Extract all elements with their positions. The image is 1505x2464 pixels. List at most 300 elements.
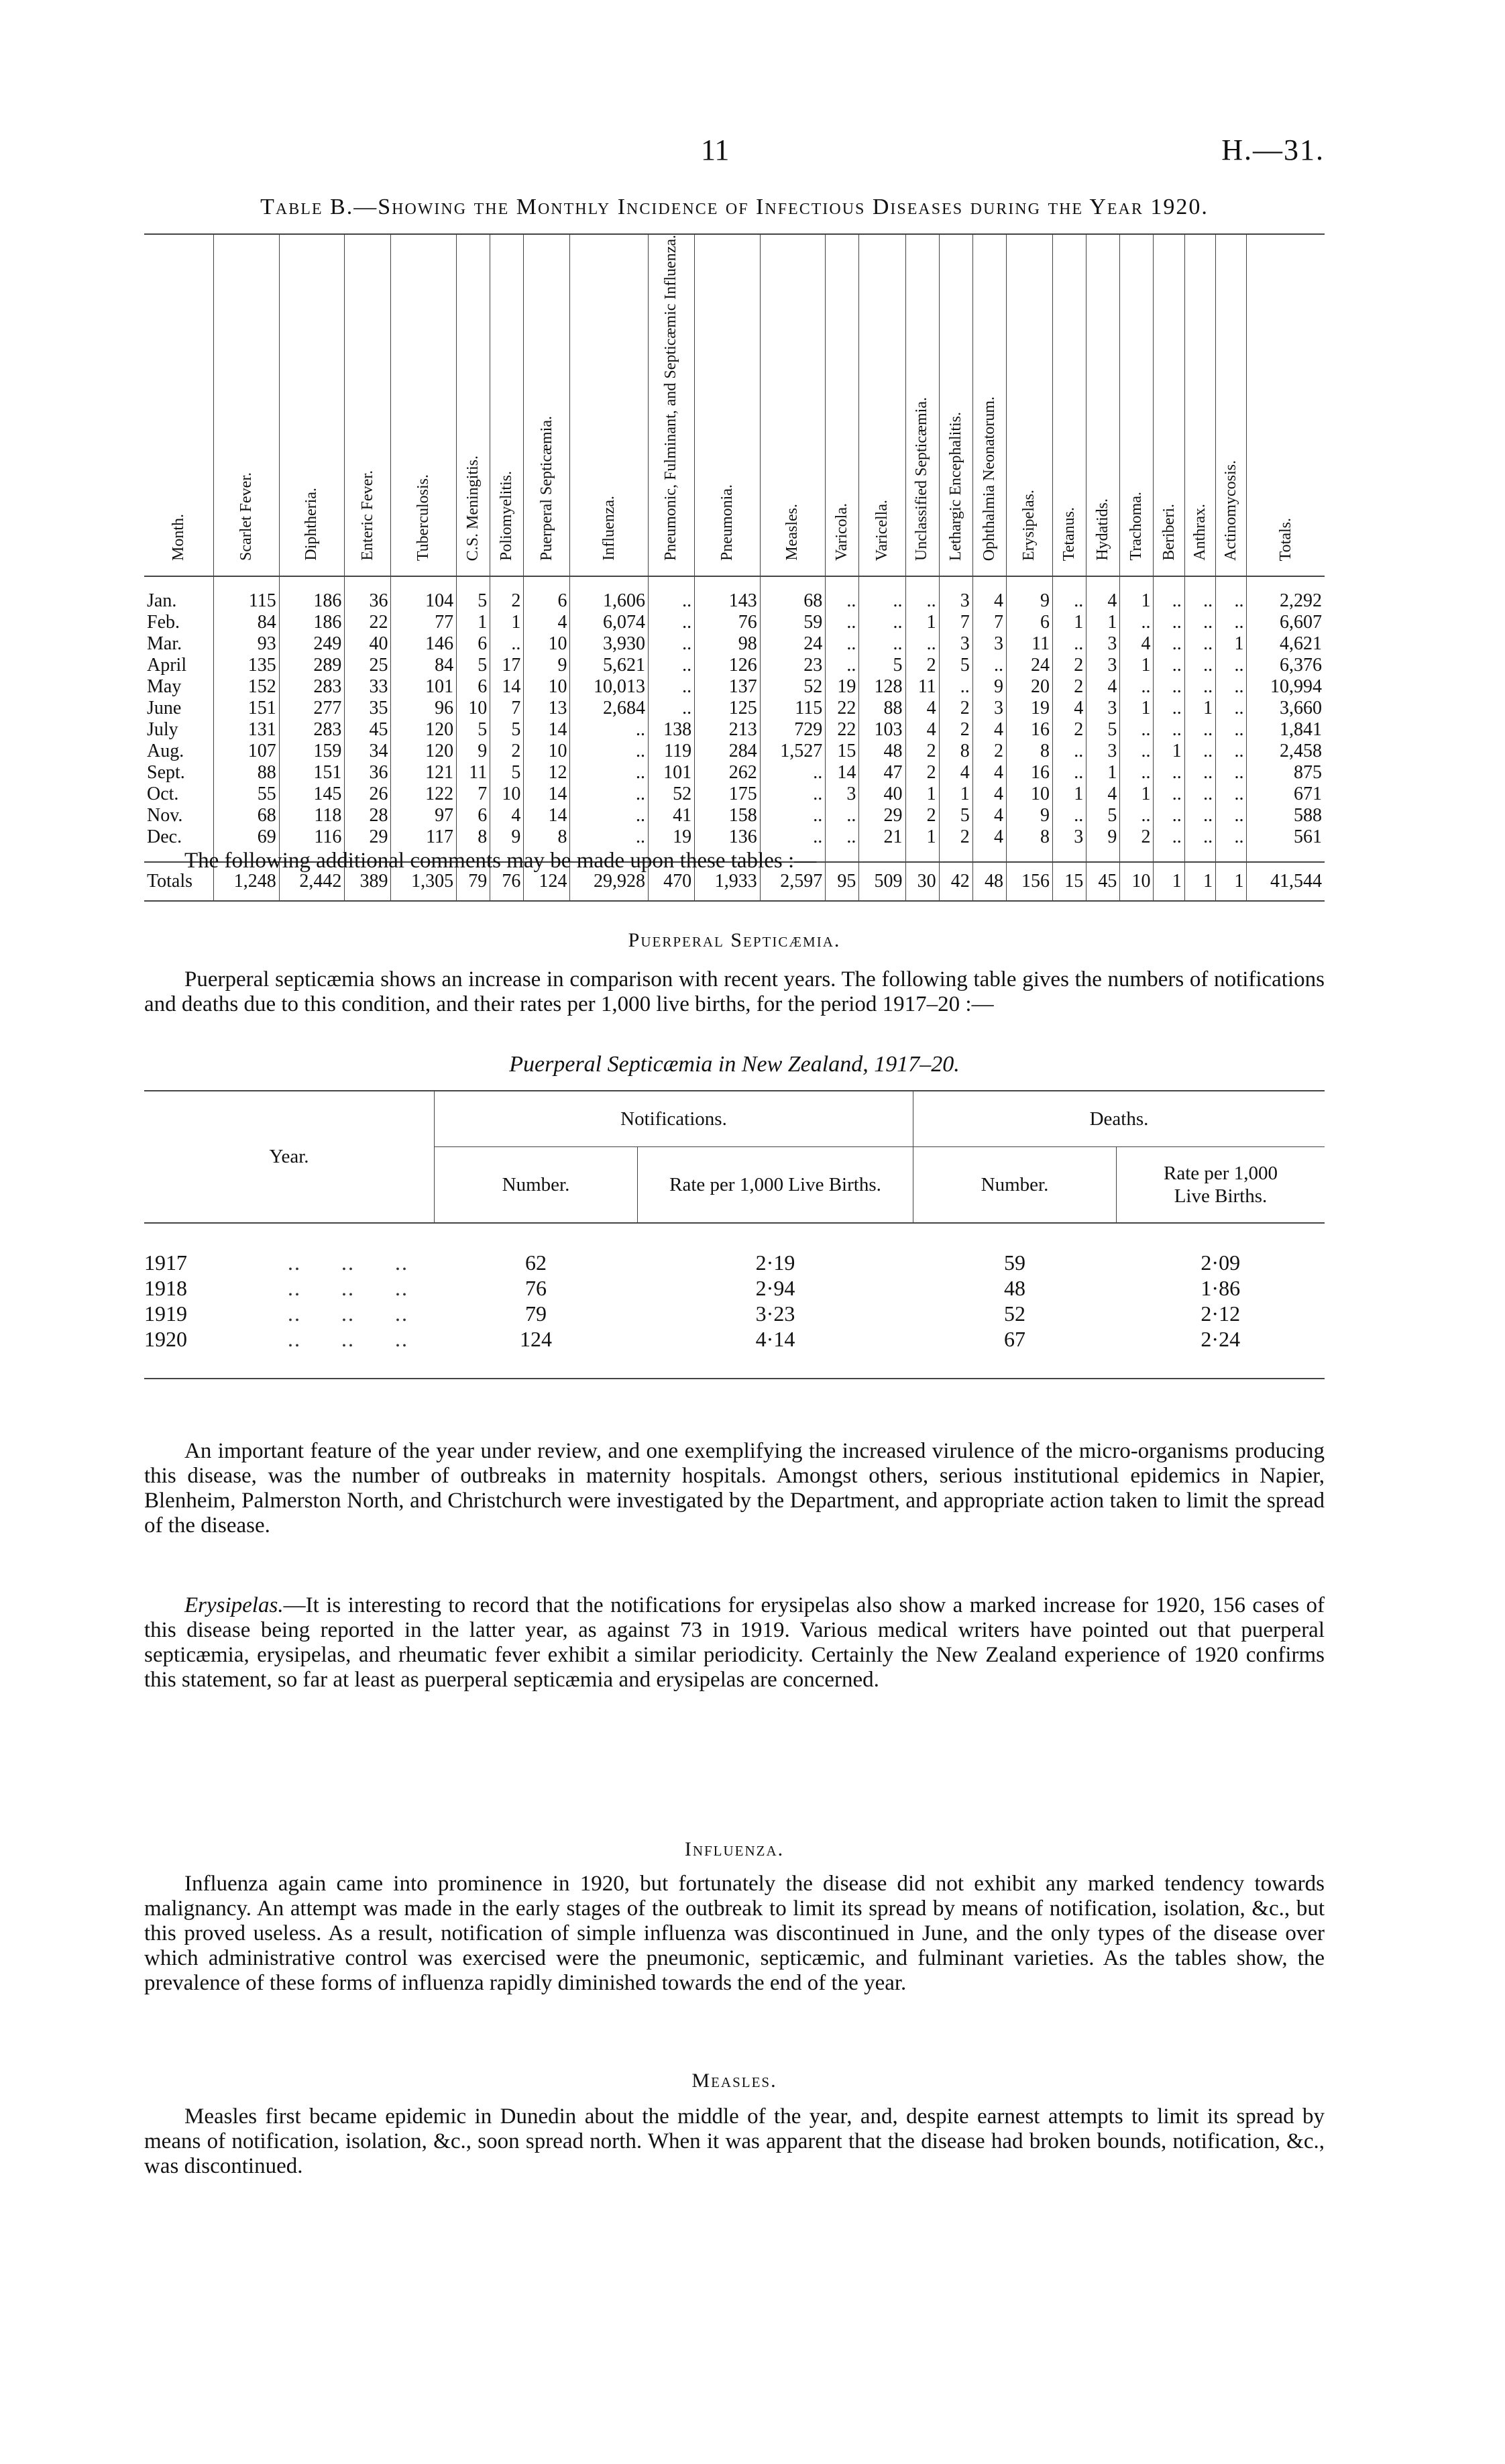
table-b-col-label: Ophthalmia Neonatorum. <box>980 396 998 561</box>
table-cell: 52 <box>760 676 826 698</box>
table-cell: 48 <box>859 741 905 762</box>
table-row <box>144 655 1325 676</box>
table-b-col-header <box>1184 234 1215 576</box>
table-cell: 131 <box>214 719 280 741</box>
table-b-col-header <box>1053 234 1086 576</box>
totals-cell: 2,597 <box>760 862 826 901</box>
puerperal-cell-d-rate: 2·24 <box>1117 1326 1325 1379</box>
erysipelas-paragraph <box>144 1593 1325 1693</box>
table-cell: 2 <box>905 741 939 762</box>
table-cell: Jan. <box>147 590 177 611</box>
table-cell: .. <box>649 612 695 633</box>
table-cell: 21 <box>859 826 905 862</box>
table-cell: .. <box>1154 633 1184 655</box>
table-b-col-label: Lethargic Encephalitis. <box>946 411 964 561</box>
table-b-col-header <box>490 234 524 576</box>
table-b-col-label: Measles. <box>783 504 801 561</box>
leader-dots: .. .. .. <box>288 1301 408 1326</box>
deaths-number-header: Number. <box>913 1147 1117 1224</box>
year-column-header: Year. <box>144 1091 435 1223</box>
table-cell: 11 <box>905 676 939 698</box>
table-cell: 2 <box>905 655 939 676</box>
table-row <box>144 719 1325 741</box>
table-cell: 4 <box>1053 698 1086 719</box>
table-cell: 88 <box>859 698 905 719</box>
deaths-header: Deaths. <box>913 1091 1325 1147</box>
table-cell: .. <box>1154 655 1184 676</box>
table-cell: .. <box>1216 826 1247 862</box>
table-b-col-label: Varicola. <box>833 502 851 561</box>
table-cell: 25 <box>345 655 391 676</box>
table-cell: 151 <box>279 762 345 784</box>
table-cell: .. <box>1120 612 1154 633</box>
table-cell: 120 <box>391 719 457 741</box>
table-cell: 1 <box>1154 741 1184 762</box>
table-cell: 7 <box>939 612 972 633</box>
table-cell: Dec. <box>147 826 182 847</box>
table-b-col-label: Unclassified Septicæmia. <box>913 396 931 561</box>
table-cell: .. <box>649 655 695 676</box>
table-cell: 159 <box>279 741 345 762</box>
table-cell: 97 <box>391 805 457 826</box>
table-cell: .. <box>905 576 939 612</box>
table-cell: 186 <box>279 576 345 612</box>
table-cell: 10 <box>490 784 524 805</box>
table-cell: 2 <box>490 576 524 612</box>
table-cell: 3 <box>1086 698 1120 719</box>
table-cell: .. <box>1216 655 1247 676</box>
table-cell: 40 <box>859 784 905 805</box>
puerperal-table-title: Puerperal Septicæmia in New Zealand, 1917–20. <box>509 1052 960 1077</box>
table-cell: 5 <box>939 655 972 676</box>
table-b-col-header <box>1086 234 1120 576</box>
table-cell: 1 <box>1120 576 1154 612</box>
table-b-col-header <box>695 234 761 576</box>
table-cell: 24 <box>760 633 826 655</box>
table-b <box>144 233 1325 902</box>
table-b-col-label: Enteric Fever. <box>358 470 376 561</box>
table-cell: 41 <box>649 805 695 826</box>
table-cell: 1 <box>905 784 939 805</box>
table-cell: .. <box>1184 676 1215 698</box>
table-b-col-label: Erysipelas. <box>1020 489 1038 561</box>
table-cell: 2 <box>1053 655 1086 676</box>
puerperal-cell-d-rate: 2·09 <box>1201 1250 1241 1275</box>
table-cell: 17 <box>490 655 524 676</box>
puerperal-cell-d-num: 67 <box>913 1326 1117 1379</box>
table-cell: 4 <box>905 698 939 719</box>
table-cell: .. <box>1216 784 1247 805</box>
table-cell: 289 <box>279 655 345 676</box>
table-cell: .. <box>826 576 859 612</box>
table-cell: 10 <box>524 633 570 655</box>
table-b-col-label: Totals. <box>1276 517 1294 561</box>
puerperal-cell-n-rate: 3·23 <box>755 1301 795 1326</box>
table-b-col-label: Varicella. <box>873 499 891 561</box>
totals-cell: 509 <box>859 862 905 901</box>
table-cell: 9 <box>524 655 570 676</box>
totals-cell: 42 <box>939 862 972 901</box>
table-cell: 10 <box>524 676 570 698</box>
table-b-col-label: Month. <box>170 513 188 561</box>
table-cell: .. <box>1216 805 1247 826</box>
puerperal-cell-d-rate: 1·86 <box>1201 1276 1241 1300</box>
table-cell: 213 <box>695 719 761 741</box>
table-cell: 1,606 <box>570 576 649 612</box>
table-cell: 52 <box>649 784 695 805</box>
table-cell: 1 <box>1120 655 1154 676</box>
table-row <box>144 612 1325 633</box>
table-cell: .. <box>826 805 859 826</box>
puerperal-cell-n-rate: 2·94 <box>755 1276 795 1300</box>
totals-cell: 95 <box>826 862 859 901</box>
puerperal-table-body <box>144 1223 1325 1379</box>
table-cell: 14 <box>524 784 570 805</box>
table-cell: .. <box>859 612 905 633</box>
table-cell: 4 <box>972 805 1006 826</box>
table-cell: 26 <box>345 784 391 805</box>
table-cell: 671 <box>1247 784 1325 805</box>
influenza-paragraph: Influenza again came into prominence in 1920, but fortunately the disease did not exhibit any marked tendency towards malignancy. An attempt was made in the early stages of the outbreak to limit its spread by means of notification, isolation, &c., but this proved useless. As a result, notification of simple influenza was discontinued in June, and the only types of the disease over which administrative control was exercised were the pneumonic, septicæmic, and fulminant varieties. As the tables show, the prevalence of these forms of influenza rapidly diminished towards the end of the year. <box>144 1872 1325 1995</box>
table-cell: 2,458 <box>1247 741 1325 762</box>
table-row <box>144 1301 1325 1326</box>
year-value: 1919 <box>144 1301 187 1326</box>
totals-cell: 124 <box>524 862 570 901</box>
table-cell: 9 <box>1006 805 1052 826</box>
section-heading-measles: Measles. <box>691 2070 777 2092</box>
table-cell: .. <box>826 655 859 676</box>
table-cell: 2 <box>972 741 1006 762</box>
table-cell: 22 <box>826 719 859 741</box>
table-cell: 7 <box>490 698 524 719</box>
table-cell: .. <box>1184 826 1215 862</box>
table-cell: 729 <box>760 719 826 741</box>
table-cell: Aug. <box>147 740 184 761</box>
totals-cell: 79 <box>457 862 490 901</box>
table-cell: 22 <box>345 612 391 633</box>
table-cell: 6,074 <box>570 612 649 633</box>
table-row <box>144 762 1325 784</box>
section-heading-influenza: Influenza. <box>684 1838 785 1860</box>
table-cell: 3 <box>1086 655 1120 676</box>
table-b-col-header <box>524 234 570 576</box>
table-cell: .. <box>826 633 859 655</box>
deaths-rate-header: Rate per 1,000 Live Births. <box>1117 1147 1325 1224</box>
table-cell: 101 <box>649 762 695 784</box>
table-cell: 29 <box>859 805 905 826</box>
table-cell: 1,527 <box>760 741 826 762</box>
table-cell: .. <box>1120 719 1154 741</box>
table-row <box>144 784 1325 805</box>
table-cell: 104 <box>391 576 457 612</box>
table-cell: 4 <box>972 719 1006 741</box>
table-cell: 118 <box>279 805 345 826</box>
table-cell: May <box>147 676 182 697</box>
table-cell: 151 <box>214 698 280 719</box>
table-b-col-header <box>1006 234 1052 576</box>
table-cell: .. <box>859 576 905 612</box>
table-cell: 5 <box>1086 805 1120 826</box>
table-cell: .. <box>1216 741 1247 762</box>
table-cell: 45 <box>345 719 391 741</box>
totals-cell: 2,442 <box>279 862 345 901</box>
table-cell: 2,684 <box>570 698 649 719</box>
totals-cell: 15 <box>1053 862 1086 901</box>
page-number: 11 <box>701 133 730 166</box>
table-b-col-label: Trachoma. <box>1127 492 1146 561</box>
puerperal-cell-year <box>144 1223 435 1275</box>
table-cell: .. <box>649 676 695 698</box>
table-b-col-header <box>457 234 490 576</box>
table-cell: .. <box>939 676 972 698</box>
table-cell: 10,013 <box>570 676 649 698</box>
table-cell: 152 <box>214 676 280 698</box>
totals-cell: Totals <box>144 862 214 901</box>
table-cell: 3,660 <box>1247 698 1325 719</box>
table-cell: 6 <box>457 676 490 698</box>
table-cell: 35 <box>345 698 391 719</box>
table-cell: 10 <box>457 698 490 719</box>
septicaemia-paragraph-2: An important feature of the year under review, and one exemplifying the increased virulence of the micro-organisms producing this disease, was the number of outbreaks in maternity hospitals. Amongst others, serious institutional epidemics in Napier, Blenheim, Palmerston North, and Christchurch were investigated by the Department, and appropriate action taken to limit the spread of the disease. <box>144 1439 1325 1538</box>
table-b-col-label: Influenza. <box>600 496 618 561</box>
table-cell: 588 <box>1247 805 1325 826</box>
table-cell: 6 <box>524 576 570 612</box>
table-b-col-header <box>1154 234 1184 576</box>
year-value: 1918 <box>144 1276 187 1300</box>
table-cell: .. <box>1184 762 1215 784</box>
table-cell: 101 <box>391 676 457 698</box>
puerperal-table <box>144 1090 1325 1379</box>
erysipelas-lead: Erysipelas. <box>184 1593 284 1617</box>
puerperal-cell-d-num: 52 <box>1004 1301 1025 1326</box>
table-cell: .. <box>1154 826 1184 862</box>
puerperal-cell-year <box>144 1326 435 1379</box>
table-b-col-label: Tetanus. <box>1060 506 1078 561</box>
table-b-col-header <box>391 234 457 576</box>
table-cell: 23 <box>760 655 826 676</box>
totals-cell: 389 <box>345 862 391 901</box>
table-cell: 6,607 <box>1247 612 1325 633</box>
table-cell: 4 <box>905 719 939 741</box>
table-cell: .. <box>1154 698 1184 719</box>
totals-cell: 48 <box>972 862 1006 901</box>
table-cell: .. <box>1120 805 1154 826</box>
table-cell: 76 <box>695 612 761 633</box>
table-cell: Sept. <box>147 761 185 783</box>
table-cell: .. <box>1154 762 1184 784</box>
septicaemia-paragraph-1: Puerperal septicæmia shows an increase in comparison with recent years. The following table gives the numbers of notifications and deaths due to this condition, and their rates per 1,000 live births, for the period 1917–20 :— <box>144 967 1325 1016</box>
table-cell: .. <box>1184 805 1215 826</box>
table-cell: 107 <box>214 741 280 762</box>
table-cell: 1,841 <box>1247 719 1325 741</box>
table-cell: 875 <box>1247 762 1325 784</box>
totals-cell: 470 <box>649 862 695 901</box>
table-cell: .. <box>1216 698 1247 719</box>
measles-paragraph: Measles first became epidemic in Dunedin about the middle of the year, and, despite earnest attempts to limit its spread by means of notification, isolation, &c., soon spread north. When it was apparent that the disease had broken bounds, notification, &c., was discontinued. <box>144 2104 1325 2178</box>
puerperal-cell-n-num: 79 <box>525 1301 547 1326</box>
table-cell: 1 <box>1053 612 1086 633</box>
table-cell: .. <box>490 633 524 655</box>
notifications-header: Notifications. <box>435 1091 913 1147</box>
table-cell: 186 <box>279 612 345 633</box>
table-cell: 6,376 <box>1247 655 1325 676</box>
table-cell: 5 <box>859 655 905 676</box>
table-cell: .. <box>1216 676 1247 698</box>
table-cell: .. <box>1053 576 1086 612</box>
table-cell: 55 <box>214 784 280 805</box>
table-cell: 8 <box>524 826 570 862</box>
table-cell: .. <box>570 784 649 805</box>
table-cell: 126 <box>695 655 761 676</box>
puerperal-cell-year <box>144 1275 435 1301</box>
table-cell: 4 <box>972 826 1006 862</box>
puerperal-table-header-top <box>144 1091 1325 1147</box>
table-cell: 3 <box>1086 633 1120 655</box>
table-cell: 128 <box>859 676 905 698</box>
table-cell: 116 <box>279 826 345 862</box>
table-cell: .. <box>1120 762 1154 784</box>
notifications-number-header: Number. <box>435 1147 638 1224</box>
table-cell: .. <box>1216 612 1247 633</box>
table-cell: 6 <box>457 805 490 826</box>
table-cell: 2 <box>1120 826 1154 862</box>
table-cell: 98 <box>695 633 761 655</box>
table-cell: 33 <box>345 676 391 698</box>
table-cell: 4 <box>524 612 570 633</box>
table-cell: 1 <box>1184 698 1215 719</box>
table-cell: 7 <box>972 612 1006 633</box>
year-value: 1917 <box>144 1250 187 1275</box>
table-b-col-label: Actinomycosis. <box>1222 460 1240 561</box>
table-cell: 14 <box>524 805 570 826</box>
table-cell: .. <box>1154 805 1184 826</box>
leader-dots: .. .. .. <box>288 1250 408 1275</box>
table-cell: .. <box>570 805 649 826</box>
table-cell: 22 <box>826 698 859 719</box>
table-cell: April <box>147 654 187 676</box>
table-cell: 4 <box>1086 576 1120 612</box>
totals-cell: 1 <box>1184 862 1215 901</box>
table-cell: 68 <box>760 576 826 612</box>
table-cell: Mar. <box>147 633 182 654</box>
table-cell: 158 <box>695 805 761 826</box>
table-cell: 4 <box>972 784 1006 805</box>
table-cell: 14 <box>490 676 524 698</box>
table-cell: 121 <box>391 762 457 784</box>
table-cell: 12 <box>524 762 570 784</box>
table-b-col-label: Puerperal Septicæmia. <box>537 415 555 561</box>
puerperal-cell-n-num: 124 <box>435 1326 638 1379</box>
table-cell: 262 <box>695 762 761 784</box>
table-cell: .. <box>1053 633 1086 655</box>
table-cell: 96 <box>391 698 457 719</box>
table-cell: Feb. <box>147 611 180 633</box>
table-cell: 1 <box>1053 784 1086 805</box>
table-cell: Oct. <box>147 783 179 804</box>
totals-cell: 156 <box>1006 862 1052 901</box>
table-cell: 1 <box>1086 612 1120 633</box>
table-cell: 5,621 <box>570 655 649 676</box>
table-b-col-header <box>972 234 1006 576</box>
table-cell: 1 <box>905 612 939 633</box>
table-cell: .. <box>826 612 859 633</box>
table-cell: 3 <box>826 784 859 805</box>
table-cell: 1 <box>1120 784 1154 805</box>
table-cell: 125 <box>695 698 761 719</box>
table-cell: 13 <box>524 698 570 719</box>
table-cell: .. <box>570 741 649 762</box>
puerperal-cell-n-num: 62 <box>525 1250 547 1275</box>
table-cell: 3 <box>1086 741 1120 762</box>
table-cell: 28 <box>345 805 391 826</box>
table-b-col-header <box>570 234 649 576</box>
table-cell: 11 <box>457 762 490 784</box>
table-cell: .. <box>1154 612 1184 633</box>
table-cell: 9 <box>1006 576 1052 612</box>
table-cell: 249 <box>279 633 345 655</box>
table-cell: 8 <box>939 741 972 762</box>
table-b-col-header <box>1247 234 1325 576</box>
table-b-col-label: Pneumonia. <box>718 484 736 561</box>
table-cell: 16 <box>1006 762 1052 784</box>
table-cell: 5 <box>1086 719 1120 741</box>
table-cell: .. <box>1184 576 1215 612</box>
table-cell: .. <box>649 633 695 655</box>
table-cell: 4 <box>972 576 1006 612</box>
table-cell: .. <box>570 826 649 862</box>
table-cell: 4,621 <box>1247 633 1325 655</box>
table-cell: .. <box>905 633 939 655</box>
table-b-col-label: Tuberculosis. <box>414 474 433 561</box>
puerperal-cell-d-rate: 2·12 <box>1201 1301 1241 1326</box>
table-cell: 9 <box>457 741 490 762</box>
table-b-col-header <box>279 234 345 576</box>
table-cell: .. <box>826 826 859 862</box>
table-cell: .. <box>1053 762 1086 784</box>
table-cell: .. <box>649 576 695 612</box>
totals-cell: 76 <box>490 862 524 901</box>
table-row <box>144 633 1325 655</box>
table-cell: 3 <box>972 698 1006 719</box>
table-cell: 2 <box>905 805 939 826</box>
table-cell: 11 <box>1006 633 1052 655</box>
table-cell: .. <box>760 826 826 862</box>
totals-cell: 10 <box>1120 862 1154 901</box>
table-cell: 14 <box>826 762 859 784</box>
table-cell: 561 <box>1247 826 1325 862</box>
table-cell: .. <box>1216 719 1247 741</box>
table-cell: .. <box>1184 741 1215 762</box>
table-cell: .. <box>1184 719 1215 741</box>
table-cell: 47 <box>859 762 905 784</box>
table-cell: .. <box>760 762 826 784</box>
table-row <box>144 576 1325 612</box>
table-b-col-label: Anthrax. <box>1190 504 1209 561</box>
table-cell: 40 <box>345 633 391 655</box>
table-cell: 9 <box>972 676 1006 698</box>
table-cell: 175 <box>695 784 761 805</box>
table-cell: 115 <box>214 576 280 612</box>
table-cell: .. <box>760 784 826 805</box>
table-cell: 137 <box>695 676 761 698</box>
table-cell: .. <box>570 762 649 784</box>
table-cell: 19 <box>826 676 859 698</box>
table-cell: 4 <box>1086 784 1120 805</box>
intro-paragraph: The following additional comments may be made upon these tables :— <box>184 849 817 873</box>
table-cell: 6 <box>1006 612 1052 633</box>
table-b-col-label: Diphtheria. <box>302 488 321 561</box>
table-b-col-header <box>214 234 280 576</box>
